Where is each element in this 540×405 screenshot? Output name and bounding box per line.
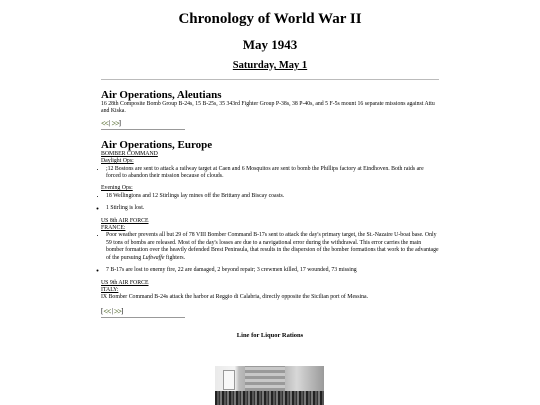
divider	[101, 79, 439, 80]
daylight-ops-label: Daylight Ops:	[101, 158, 134, 165]
nav-bracket-open: [	[101, 306, 104, 315]
evening-ops-sublist	[101, 205, 439, 212]
us8-text-b: fighters.	[164, 254, 186, 261]
nav-bracket: ]	[121, 306, 124, 315]
liquor-ration-photo	[215, 366, 324, 405]
aleutians-heading: Air Operations, Aleutians	[101, 89, 222, 101]
evening-ops-list	[101, 193, 439, 200]
month-heading: May 1943	[242, 37, 298, 52]
evening-ops-label: Evening Ops:	[101, 185, 133, 192]
list-item: • ;12 Bostons are sent to attack a railway target at Caen and 6 Mosquitos are sent to bomb the Phillips factory at Eindhoven. Both raids are forced to abandon their mission because of clouds.	[106, 166, 439, 181]
us9-text: IX Bomber Command B-24s attack the harbor at Reggio di Calabria, directly opposite the Sicilian port of Messina.	[101, 294, 369, 301]
list-item: ◦ 1 Stirling is lost.	[106, 205, 439, 212]
bomber-command-link[interactable]: BOMBER COMMAND	[101, 150, 158, 157]
us8-sublist	[101, 267, 439, 274]
aleutians-nav	[101, 119, 439, 128]
us8-list	[101, 232, 439, 262]
italy-label: ITALY:	[101, 286, 119, 293]
photo-building	[245, 366, 285, 391]
luftwaffe-text: Luftwaffe	[142, 254, 165, 261]
list-item: ◦ 7 B-17s are lost to enemy fire, 22 are damaged, 2 beyond repair; 3 crewmen killed, 17 wounded, 73 missing	[106, 267, 439, 274]
page-title: Chronology of World War II	[178, 11, 362, 27]
aleutians-text: 16 28th Composite Bomb Group B-24s, 15 B-25s, 35 343rd Fighter Group P-38s, 38 P-40s, and 5 F-5s mount 16 separate missions against Attu and Kiska.	[101, 101, 435, 115]
us8-af-link[interactable]: US 8th AIR FORCE	[101, 217, 149, 224]
europe-heading: Air Operations, Europe	[101, 138, 213, 151]
photo-caption: Line for Liquor Rations	[236, 331, 304, 339]
nav-bracket: ]	[118, 118, 121, 127]
nav-separator: |	[111, 306, 113, 315]
nav-separator: |	[109, 118, 111, 127]
previous-arrow-icon[interactable]: <<	[103, 306, 111, 316]
chronology-page	[101, 0, 439, 339]
france-label: FRANCE:	[101, 225, 126, 232]
list-item: • 18 Wellingtons and 12 Stirlings lay mines off the Brittany and Biscay coasts.	[106, 193, 439, 200]
next-arrow-icon[interactable]: >>	[113, 306, 121, 316]
list-item	[106, 232, 439, 262]
us8-text-a: Poor weather prevents all but 29 of 78 VIII Bomber Command B-17s sent to attack the day's primary target, the St.-Nazaire U-boat base. Only 59 tons of bombs are released. Most of the day's losses are due to a navigational error during the withdrawal. This error carries the main bomber formation over the heavily defended Brest Peninsula, that results in the dispersion of the bomber formations that work to the advantage of the pursuing	[106, 232, 439, 261]
previous-arrow-icon[interactable]: <<	[101, 118, 109, 128]
europe-nav	[101, 307, 439, 316]
short-divider	[101, 317, 185, 318]
photo-sign	[223, 370, 235, 390]
us9-af-link[interactable]: US 9th AIR FORCE	[101, 279, 149, 286]
day-heading: Saturday, May 1	[232, 60, 308, 71]
photo-crowd	[215, 391, 324, 405]
short-divider	[101, 129, 185, 130]
daylight-ops-list	[101, 166, 439, 181]
next-arrow-icon[interactable]: >>	[111, 118, 119, 128]
